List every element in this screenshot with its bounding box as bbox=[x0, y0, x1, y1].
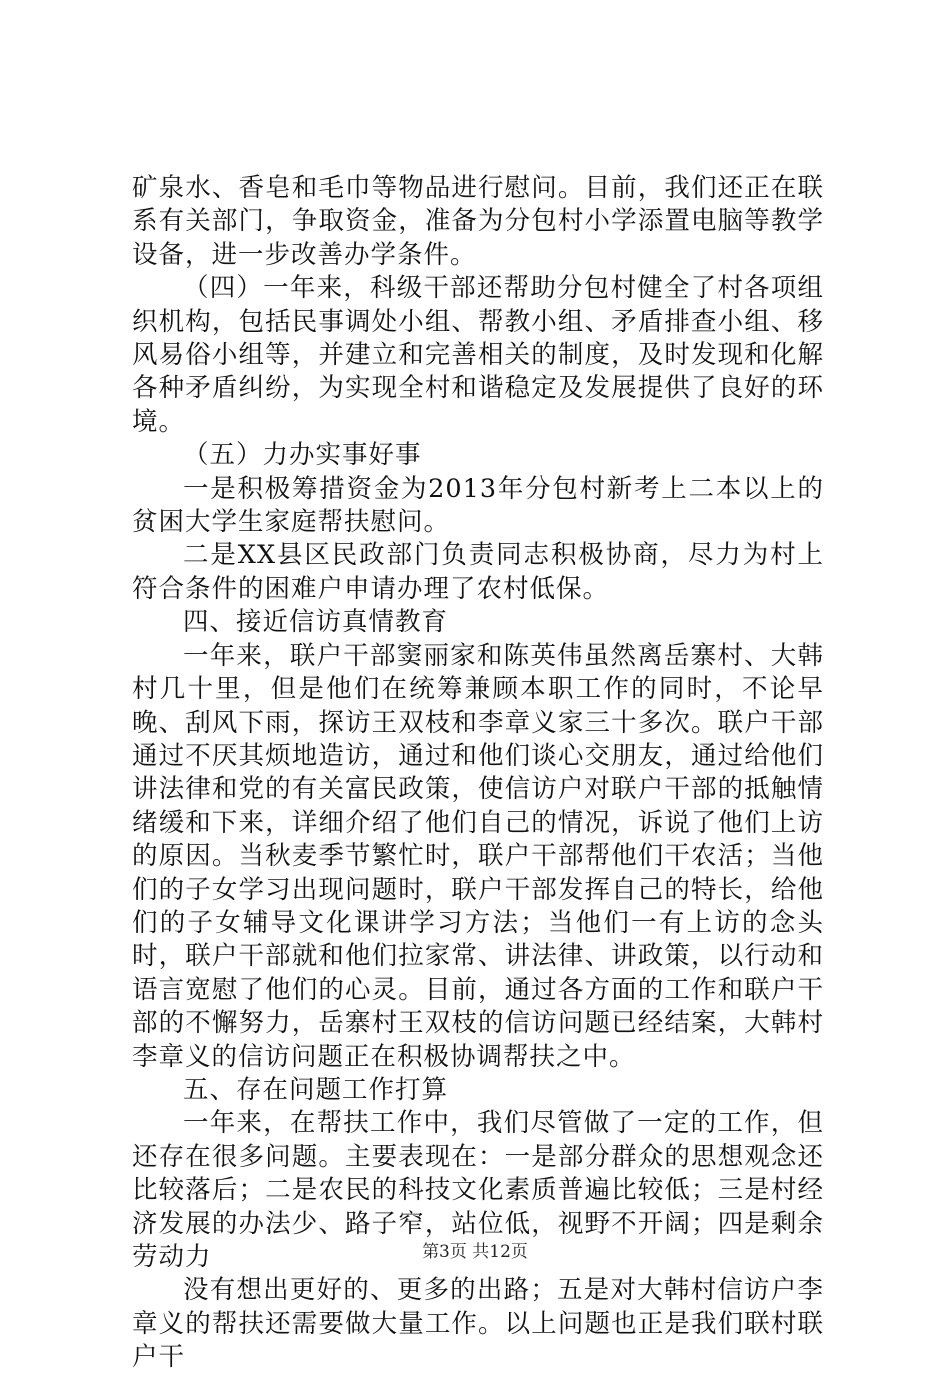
paragraph: 一年来，在帮扶工作中，我们尽管做了一定的工作，但还存在很多问题。主要表现在：一是部分群众的思想观念还比较落后；二是农民的科技文化素质普遍比较低；三是村经济发展的办法少、路子窄，站位低，视野不开阔；四是剩余劳动力 bbox=[132, 1108, 824, 1272]
document-body bbox=[132, 172, 824, 1375]
paragraph: （五）力办实事好事 bbox=[183, 440, 422, 471]
paragraph: 二是XX县区民政部门负责同志积极协商，尽力为村上符合条件的困难户申请办理了农村低保。 bbox=[132, 540, 824, 604]
paragraph: 一是积极筹措资金为2013年分包村新考上二本以上的贫困大学生家庭帮扶慰问。 bbox=[132, 473, 824, 538]
paragraph: 矿泉水、香皂和毛巾等物品进行慰问。目前，我们还正在联系有关部门，争取资金，准备为分包村小学添置电脑等教学设备，进一步改善办学条件。 bbox=[132, 173, 824, 270]
paragraph: 没有想出更好的、更多的出路；五是对大韩村信访户李章义的帮扶还需要做大量工作。以上问题也正是我们联村联户干 bbox=[132, 1275, 824, 1373]
paragraph: 五、存在问题工作打算 bbox=[183, 1074, 449, 1105]
paragraph: （四）一年来，科级干部还帮助分包村健全了村各项组织机构，包括民事调处小组、帮教小组、矛盾排查小组、移风易俗小组等，并建立和完善相关的制度，及时发现和化解各种矛盾纠纷，为实现全村和谐稳定及发展提供了良好的环境。 bbox=[132, 273, 824, 437]
page-footer: 第3页 共12页 bbox=[422, 1242, 528, 1262]
paragraph: 四、接近信访真情教育 bbox=[183, 607, 449, 638]
paragraph: 一年来，联户干部窦丽家和陈英伟虽然离岳寨村、大韩村几十里，但是他们在统筹兼顾本职工作的同时，不论早晚、刮风下雨，探访王双枝和李章义家三十多次。联户干部通过不厌其烦地造访，通过和他们谈心交朋友，通过给他们讲法律和党的有关富民政策，使信访户对联户干部的抵触情绪缓和下来，详细介绍了他们自己的情况，诉说了他们上访的原因。当秋麦季节繁忙时，联户干部帮他们干农活；当他们的子女学习出现问题时，联户干部发挥自己的特长，给他们的子女辅导文化课讲学习方法；当他们一有上访的念头时，联户干部就和他们拉家常、讲法律、讲政策，以行动和语言宽慰了他们的心灵。目前，通过各方面的工作和联户干部的不懈努力，岳寨村王双枝的信访问题已经结案，大韩村李章义的信访问题正在积极协调帮扶之中。 bbox=[132, 640, 824, 1072]
